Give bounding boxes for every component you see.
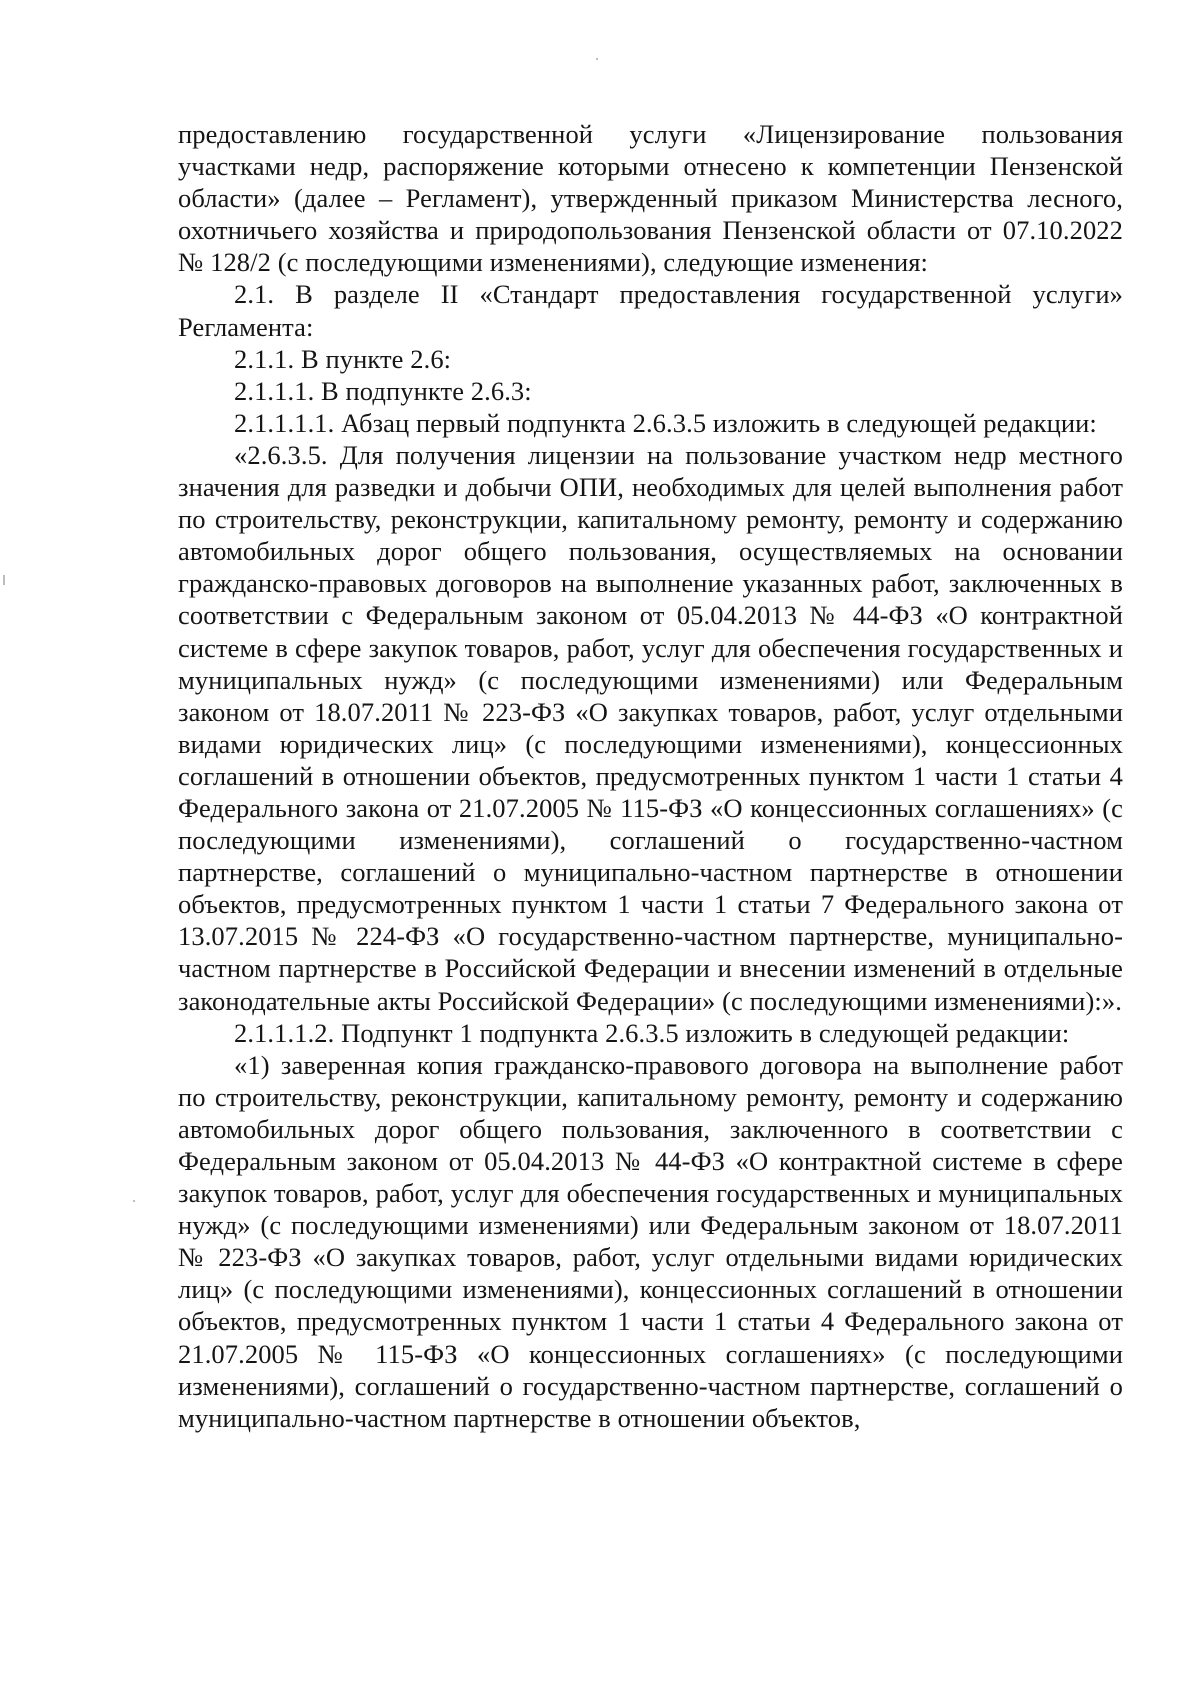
paragraph-2-1-1-1-2: 2.1.1.1.2. Подпункт 1 подпункта 2.6.3.5 изложить в следующей редакции: xyxy=(234,1017,1070,1048)
paragraph-2-6-3-5-quote: «2.6.3.5. Для получения лицензии на пользование участком недр местного значения для разведки и добычи ОПИ, необходимых для целей выполнения работ по строительству, реконструкции, капитальному ремонту, ремонту и содержанию автомобильных дорог общего пользования, осуществляемых на основании гражданско-правовых договоров на выполнение указанных работ, заключенных в соответствии с Федеральным законом от 05.04.2013 № 44-ФЗ «О контрактной системе в сфере закупок товаров, работ, услуг для обеспечения государственных и муниципальных нужд» (с последующими изменениями) или Федеральным законом от 18.07.2011 № 223-ФЗ «О закупках товаров, работ, услуг отдельными видами юридических лиц» (с последующими изменениями), концессионных соглашений в отношении объектов, предусмотренных пунктом 1 части 1 статьи 4 Федерального закона от 21.07.2005 № 115-ФЗ «О концессионных соглашениях» (с последующими изменениями), соглашений о государственно-частном партнерстве, соглашений о муниципально-частном партнерстве в отношении объектов, предусмотренных пунктом 1 части 1 статьи 7 Федерального закона от 13.07.2015 № 224-ФЗ «О государственно-частном партнерстве, муниципально-частном партнерстве в Российской Федерации и внесении изменений в отдельные законодательные акты Российской Федерации» (с последующими изменениями):». xyxy=(178,439,1123,1016)
document-body xyxy=(178,118,1123,1434)
paragraph-2-1-1: 2.1.1. В пункте 2.6: xyxy=(234,343,452,374)
paragraph-2-1: 2.1. В разделе II «Стандарт предоставления государственной услуги» Регламента: xyxy=(178,279,1123,342)
scan-speck xyxy=(3,575,5,585)
paragraph-intro: предоставлению государственной услуги «Лицензирование пользования участками недр, распоряжение которыми отнесено к компетенции Пензенской области» (далее – Регламент), утвержденный приказом Министерства лесного, охотничьего хозяйства и природопользования Пензенской области от 07.10.2022 № 128/2 (с последующими изменениями), следующие изменения: xyxy=(178,119,1123,278)
paragraph-2-1-1-1-1: 2.1.1.1.1. Абзац первый подпункта 2.6.3.5 изложить в следующей редакции: xyxy=(234,407,1097,438)
scan-speck xyxy=(596,58,598,60)
paragraph-subitem-1-quote: «1) заверенная копия гражданско-правового договора на выполнение работ по строительству, реконструкции, капитальному ремонту, ремонту и содержанию автомобильных дорог общего пользования, заключенного в соответствии с Федеральным законом от 05.04.2013 № 44-ФЗ «О контрактной системе в сфере закупок товаров, работ, услуг для обеспечения государственных и муниципальных нужд» (с последующими изменениями) или Федеральным законом от 18.07.2011 № 223-ФЗ «О закупках товаров, работ, услуг отдельными видами юридических лиц» (с последующими изменениями), концессионных соглашений в отношении объектов, предусмотренных пунктом 1 части 1 статьи 4 Федерального закона от 21.07.2005 № 115-ФЗ «О концессионных соглашениях» (с последующими изменениями), соглашений о государственно-частном партнерстве, соглашений о муниципально-частном партнерстве в отношении объектов, xyxy=(178,1049,1123,1433)
scan-speck xyxy=(133,1200,135,1202)
paragraph-2-1-1-1: 2.1.1.1. В подпункте 2.6.3: xyxy=(234,375,532,406)
